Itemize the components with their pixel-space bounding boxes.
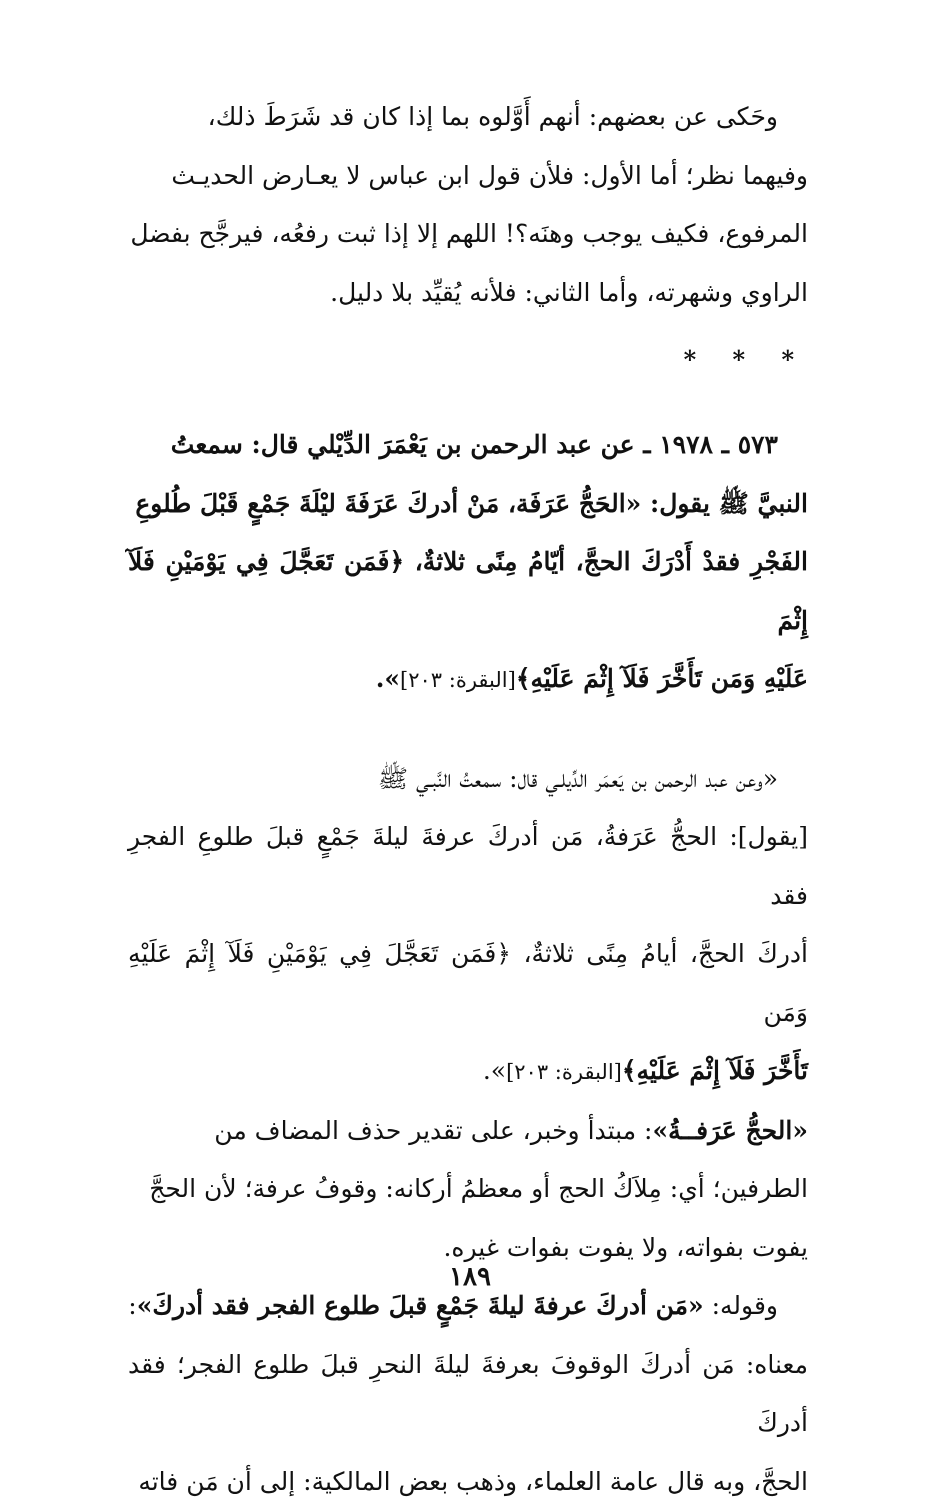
- text-line: الحجَّ، وبه قال عامة العلماء، وذهب بعض المالكية: إلى أن مَن فاته: [128, 1453, 808, 1511]
- text-line: وحَكى عن بعضهم: أنهم أَوَّلوه بما إذا كان قد شَرَطَ ذلك،: [128, 88, 808, 147]
- text-line: الراوي وشهرته، وأما الثاني: فلأنه يُقيِّد بلا دليل.: [128, 264, 808, 323]
- verse-reference: [البقرة: ٢٠٣]: [506, 1060, 622, 1084]
- intro-paragraph: [128, 88, 808, 322]
- text-line: [128, 650, 808, 710]
- quoted-phrase: «مَن أدركَ عرفةَ ليلةَ جَمْعٍ قبلَ طلوع الفجر فقد أدركَ»: [137, 1291, 704, 1320]
- text-line: المرفوع، فكيف يوجب وهنَه؟! اللهم إلا إذا ثبت رفعُه، فيرجَّح بفضل: [128, 205, 808, 264]
- hadith-text: [128, 416, 808, 710]
- text-line: [128, 1042, 808, 1102]
- page-number: ١٨٩: [0, 1262, 940, 1292]
- quran-verse: عَلَيْهِ وَمَن تَأَخَّرَ فَلَآ إِثْمَ عَلَيْهِ﴾: [516, 664, 808, 693]
- quoted-phrase: «الحجُّ عَرَفــةُ»: [652, 1116, 808, 1145]
- text-line: [128, 1102, 808, 1161]
- text-line: معناه: مَن أدركَ الوقوفَ بعرفةَ ليلةَ النحرِ قبلَ طلوع الفجر؛ فقد أدركَ: [128, 1336, 808, 1453]
- text-line: الفَجْرِ فقدْ أَدْرَكَ الحجَّ، أيّامُ مِنًى ثلاثةٌ، ﴿فَمَن تَعَجَّلَ فِي يَوْمَيْنِ فَلَآ إِثْمَ: [128, 533, 808, 650]
- hadith-number-line: ٥٧٣ ـ ١٩٧٨ ـ عن عبد الرحمن بن يَعْمَرَ الدِّيْلي قال: سمعتُ: [128, 416, 808, 475]
- quran-verse: تَأَخَّرَ فَلَآ إِثْمَ عَلَيْهِ﴾: [622, 1056, 808, 1085]
- text-line: [يقول]: الحجُّ عَرَفةُ، مَن أدركَ عرفةَ ليلةَ جَمْعٍ قبلَ طلوعِ الفجرِ فقد: [128, 808, 808, 925]
- text-line: الطرفين؛ أي: مِلاَكُ الحج أو معظمُ أركانه: وقوفُ عرفة؛ لأن الحجَّ: [128, 1160, 808, 1219]
- text-line: النبيَّ ﷺ يقول: «الحَجُّ عَرَفَة، مَنْ أدركَ عَرَفَةَ ليْلَةَ جَمْعٍ قَبْلَ طُلوعِ: [128, 475, 808, 534]
- quote-close: ».: [483, 1056, 506, 1085]
- explanation-text: : مبتدأ وخبر، على تقدير حذف المضاف من: [214, 1116, 652, 1145]
- text-line: وفيهما نظر؛ أما الأول: فلأن قول ابن عباس لا يعـارض الحديـث: [128, 147, 808, 206]
- quote-close: ».: [376, 664, 400, 693]
- verse-reference: [البقرة: ٢٠٣]: [400, 668, 516, 692]
- text-line: أدركَ الحجَّ، أيامُ مِنًى ثلاثةٌ، ﴿فَمَن تَعَجَّلَ فِي يَوْمَيْنِ فَلَآ إِثْمَ عَلَيْهِ وَمَن: [128, 925, 808, 1042]
- section-separator: * * *: [128, 340, 808, 380]
- text-line: «وعن عبد الرحمن بن يَعمَر الدِّيلـي قال: سمعتُ النَّبـي ﷺ: [128, 750, 808, 809]
- page-body: [128, 88, 808, 1511]
- text-line: يفوت بفواته، ولا يفوت بفوات غيره.: [128, 1219, 808, 1278]
- explanation-text: :: [128, 1291, 136, 1320]
- explanation-text: وقوله:: [704, 1291, 778, 1320]
- commentary: [128, 750, 808, 1511]
